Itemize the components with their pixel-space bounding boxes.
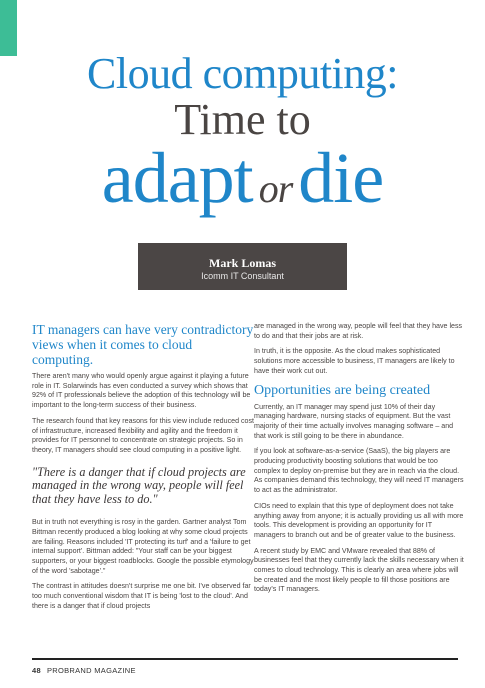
footer-rule — [32, 658, 458, 660]
right-column — [254, 322, 464, 601]
title-line-3 — [0, 138, 485, 218]
author-box — [138, 243, 347, 290]
pull-quote: "There is a danger that if cloud projects are managed in the wrong way, people will feel that they have less to do." — [32, 464, 246, 506]
title-word-or: or — [258, 166, 293, 211]
title-line-2: Time to — [174, 95, 311, 144]
author-name: Mark Lomas — [209, 256, 276, 270]
paragraph: There aren't many who would openly argue against it playing a future role in IT. Solarwinds has even conducted a survey which shows that 92% of IT professionals believe the adoption of this technology will be important to the long-term success of their business. — [32, 372, 251, 410]
paragraph: But in truth not everything is rosy in the garden. Gartner analyst Tom Bittman recently produced a blog looking at why some cloud projects are failing. Reasons included 'IT protecting its turf' and a 'failure to get internal support'. Bittman added: "Your staff can be your biggest supporters, or your biggest roadblocks. Google the possible etymology of the word 'sabotage'." — [32, 518, 254, 575]
paragraph: If you look at software-as-a-service (SaaS), the big players are producing productivity boosting solutions that would be too complex to deploy on-premise but they are in reach via the cloud. As companies demand this technology, they will need IT managers to act as the administrator. — [254, 447, 464, 495]
section-tab-marker — [0, 0, 17, 56]
page-number: 48 — [32, 666, 41, 675]
paragraph: In truth, it is the opposite. As the cloud makes sophisticated solutions more accessible to business, IT managers are likely to have their work cut out. — [254, 347, 455, 375]
page-footer — [32, 666, 136, 675]
paragraph: The contrast in attitudes doesn't surprise me one bit. I've observed far too much conventional wisdom that IT is being 'lost to the cloud'. And there is a danger that if cloud projects — [32, 582, 251, 610]
paragraph: are managed in the wrong way, people will feel that they have less to do and that their jobs are at risk. — [254, 322, 463, 340]
author-role: Icomm IT Consultant — [201, 271, 284, 281]
paragraph: The research found that key reasons for this view include reduced cost of infrastructure, increased flexibility and agility and the freedom it provides for IT personnel to concentrate on strategic projects. So in theory, IT managers should see cloud computing in a positive light. — [32, 416, 254, 454]
paragraph: CIOs need to explain that this type of deployment does not take anything away from anyone; it is actually providing us all with more tools. This development is providing an opportunity for IT managers to branch out and be of greater value to the business. — [254, 501, 464, 539]
left-column — [32, 322, 254, 617]
paragraph: Currently, an IT manager may spend just 10% of their day managing hardware, nursing stacks of equipment. But the vast majority of their time actually involves managing software – and that work is still going to be there in abundance. — [254, 402, 454, 440]
lead-heading: IT managers can have very contradictory views when it comes to cloud computing. — [32, 322, 254, 367]
section-heading: Opportunities are being created — [254, 382, 431, 398]
title-word-adapt: adapt — [101, 138, 253, 218]
title-word-die: die — [298, 138, 384, 218]
paragraph: A recent study by EMC and VMware revealed that 88% of businesses feel that they currently lack the skills necessary when it comes to cloud technology. This is clearly an area where jobs will be created and the most likely people to fill those positions are today's IT managers. — [254, 546, 464, 594]
title-line-1: Cloud computing: — [87, 49, 398, 98]
publication-name: PROBRAND MAGAZINE — [46, 666, 136, 675]
